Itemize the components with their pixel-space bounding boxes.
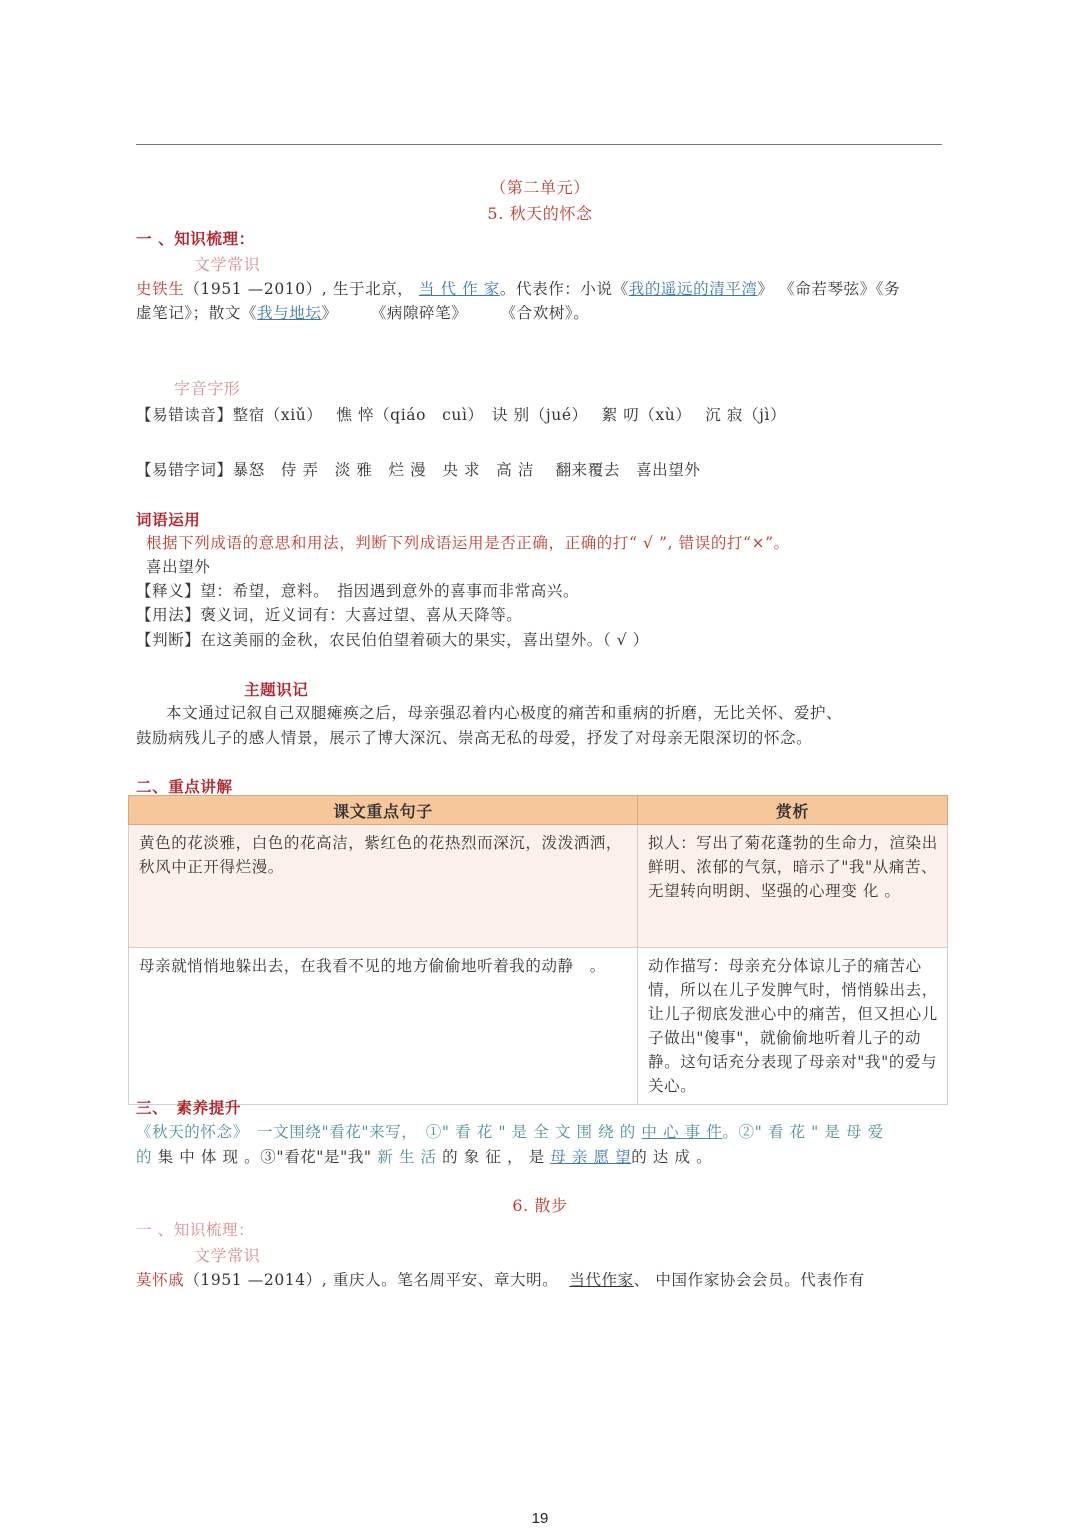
lesson5-section3-heading: 三、 素养提升 [136, 1098, 241, 1117]
idiom-usage: 【用法】褒义词，近义词有：大喜过望、喜从天降等。 [136, 606, 523, 624]
lesson6-lit-label: 文学常识 [194, 1246, 261, 1265]
lesson6-section1-heading: 一 、知识梳理： [136, 1221, 255, 1239]
line2-start: 虚笔记》；散文《 [136, 304, 258, 322]
lesson5-title: 5. 秋天的怀念 [487, 204, 593, 223]
usage-heading: 词语运用 [136, 510, 201, 529]
sec3-p2b: 集 中 体 现 。③"看花"是"我" [157, 1148, 378, 1166]
sec3-p1-end: 。②" 看 花 " 是 母 爱 [722, 1123, 884, 1141]
lesson6-author-title: 当代作家 [569, 1271, 634, 1289]
author-name: 史铁生 [136, 280, 185, 298]
sec3-p2-end: 的 达 成 。 [631, 1148, 713, 1166]
lesson5-author-line1 [136, 277, 900, 299]
theme-line2: 鼓励病残儿子的感人情景，展示了博大深沉、崇高无私的母爱，抒发了对母亲无限深切的怀念。 [136, 729, 813, 747]
work4: 《病隙碎笔》 [370, 304, 468, 322]
works-intro: 。代表作：小说《 [499, 280, 629, 298]
key-sentences-table [128, 795, 948, 1105]
theme-line1: 本文通过记叙自己双腿瘫痪之后，母亲强忍着内心极度的痛苦和重病的折磨，无比关怀、爱护、 [166, 704, 843, 722]
table-cell-sentence: 黄色的花淡雅，白色的花高洁，紫红色的花热烈而深沉，泼泼洒洒，秋风中正开得烂漫。 [129, 825, 638, 948]
work3-close: 》 [321, 304, 338, 322]
top-rule [136, 144, 942, 145]
pron-label: 字音字形 [174, 379, 241, 398]
work3-link[interactable]: 我与地坛 [257, 304, 322, 322]
unit-title: （第二单元） [490, 178, 590, 197]
author-years: （1951 —2010）, 生于北京， [184, 280, 414, 298]
sec3-line1 [136, 1120, 884, 1142]
lesson6-title: 6. 散步 [512, 1196, 568, 1215]
work5: 《合欢树》。 [500, 304, 590, 322]
lesson5-section2-heading: 二、重点讲解 [136, 777, 233, 796]
pron-line: 【易错读音】整宿（xiǔ） 憔 悴（qiáo cuì） 诀 别（jué） 絮 叨（xù） 沉 寂（jì） [136, 406, 787, 424]
author-title-link[interactable]: 当 代 作 家 [418, 280, 500, 298]
work2: 《命若琴弦》《务 [779, 280, 901, 298]
sec3-p2a: 的 [136, 1148, 158, 1166]
table-header-row [129, 796, 948, 825]
table-cell-sentence: 母亲就悄悄地躲出去，在我看不见的地方偷偷地听着我的动静 。 [129, 948, 638, 1105]
lesson6-author-line [136, 1268, 865, 1290]
word-line: 【易错字词】暴怒 侍 弄 淡 雅 烂 漫 央 求 高 洁 翻来覆去 喜出望外 [136, 461, 701, 479]
lesson5-author-line2 [136, 301, 589, 323]
sec3-mother-wish: 母 亲 愿 望 [550, 1148, 632, 1166]
work1-close: 》 [757, 280, 774, 298]
table-header-sentence: 课文重点句子 [129, 796, 638, 825]
sec3-central-event: 中 心 事 件 [641, 1123, 723, 1141]
table-cell-analysis: 动作描写：母亲充分体谅儿子的痛苦心情，所以在儿子发脾气时，悄悄躲出去，让儿子彻底发泄心中的痛苦，但又担心儿子做出"傻事"，就偷偷地听着儿子的动静。这句话充分表现了母亲对"我"的爱与关心。 [638, 948, 948, 1105]
lesson6-author-name: 莫怀戚 [136, 1271, 185, 1289]
usage-instruction: 根据下列成语的意思和用法，判断下列成语运用是否正确，正确的打“ √ ”, 错误的打“×”。 [146, 534, 790, 552]
sec3-line2 [136, 1145, 712, 1167]
sec3-p1: 《秋天的怀念》 一文围绕"看花"来写， ①" 看 花 " 是 全 文 围 绕 的 [136, 1123, 642, 1141]
page-number: 19 [531, 1510, 549, 1527]
table-row [129, 825, 948, 948]
lesson5-lit-label: 文学常识 [194, 255, 261, 274]
sec3-p2c: 新 生 活 [377, 1148, 437, 1166]
table-header-analysis: 赏析 [638, 796, 948, 825]
work1-link[interactable]: 我的遥远的清平湾 [628, 280, 758, 298]
lesson6-author-end: 、 中国作家协会会员。代表作有 [633, 1271, 865, 1289]
sec3-p2d: 的 象 征 ， 是 [436, 1148, 551, 1166]
lesson6-author-rest: （1951 —2014）, 重庆人。笔名周平安、章大明。 [184, 1271, 559, 1289]
lesson5-section1-heading: 一 、知识梳理： [136, 229, 255, 248]
theme-heading: 主题识记 [244, 680, 309, 699]
table-cell-analysis: 拟人：写出了菊花蓬勃的生命力，渲染出鲜明、浓郁的气氛，暗示了"我"从痛苦、无望转向明朗、坚强的心理变 化 。 [638, 825, 948, 948]
idiom-judge: 【判断】在这美丽的金秋，农民伯伯望着硕大的果实，喜出望外。（ √ ） [136, 631, 649, 649]
table-row [129, 948, 948, 1105]
idiom: 喜出望外 [146, 558, 211, 576]
idiom-meaning: 【释义】望：希望，意料。 指因遇到意外的喜事而非常高兴。 [136, 582, 580, 600]
